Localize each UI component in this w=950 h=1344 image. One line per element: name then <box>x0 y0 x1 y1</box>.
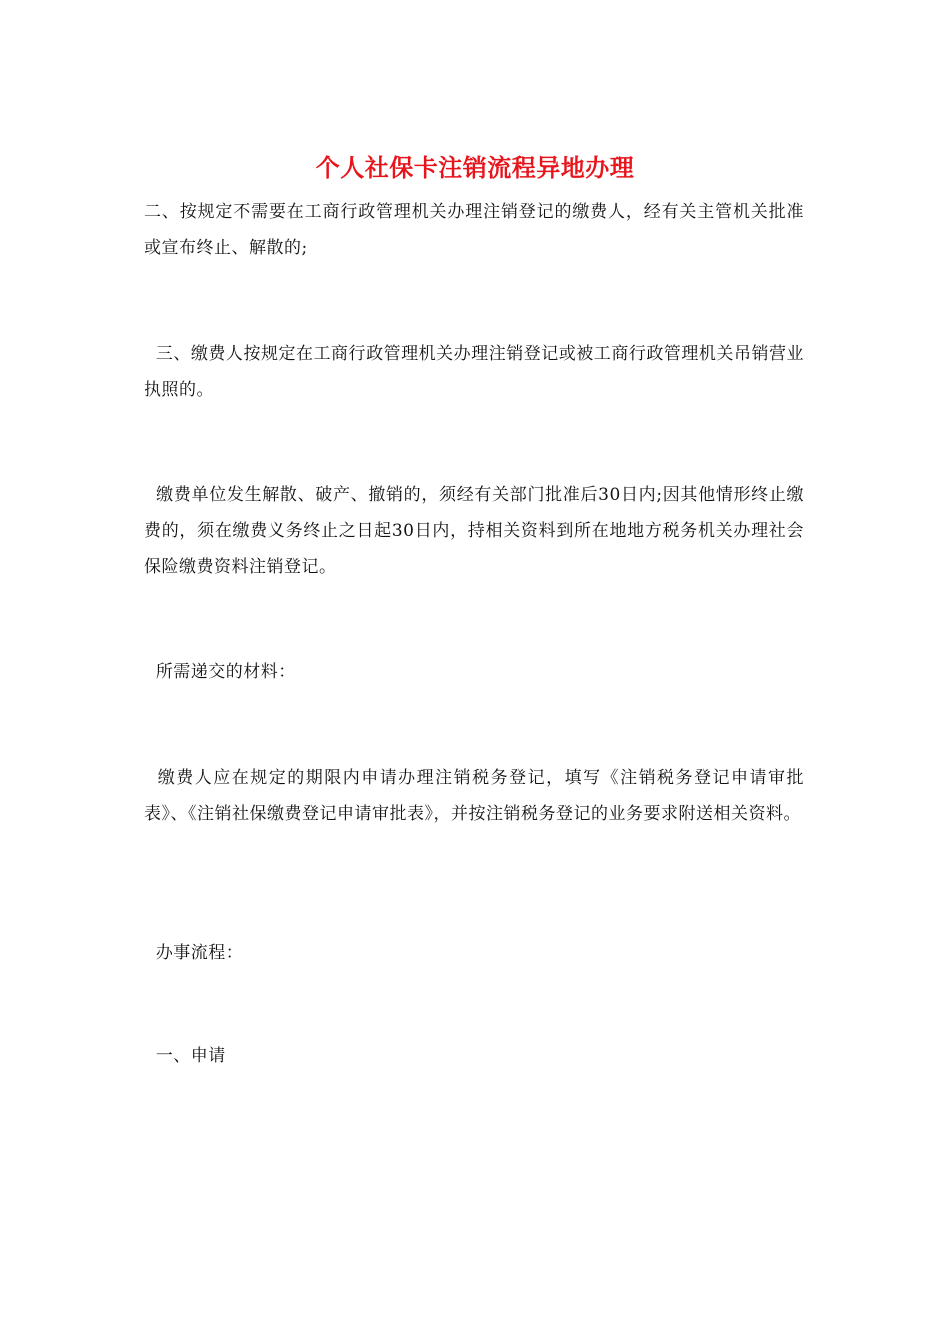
paragraph-materials: 缴费人应在规定的期限内申请办理注销税务登记，填写《注销税务登记申请审批表》、《注销社保缴费登记申请审批表》，并按注销税务登记的业务要求附送相关资料。 <box>144 768 805 824</box>
paragraph-process-heading: 办事流程： <box>144 943 244 963</box>
paragraph-item-2: 二、按规定不需要在工商行政管理机关办理注销登记的缴费人，经有关主管机关批准或宣布终止、解散的; <box>144 202 804 258</box>
document-title: 个人社保卡注销流程异地办理 <box>315 153 635 182</box>
paragraph-item-3: 三、缴费人按规定在工商行政管理机关办理注销登记或被工商行政管理机关吊销营业执照的。 <box>144 344 805 400</box>
paragraph-deadline: 缴费单位发生解散、破产、撤销的，须经有关部门批准后30日内;因其他情形终止缴费的，须在缴费义务终止之日起30日内，持相关资料到所在地地方税务机关办理社会保险缴费资料注销登记。 <box>144 485 804 577</box>
paragraph-step-1: 一、申请 <box>144 1046 226 1066</box>
paragraph-materials-heading: 所需递交的材料： <box>144 662 296 682</box>
